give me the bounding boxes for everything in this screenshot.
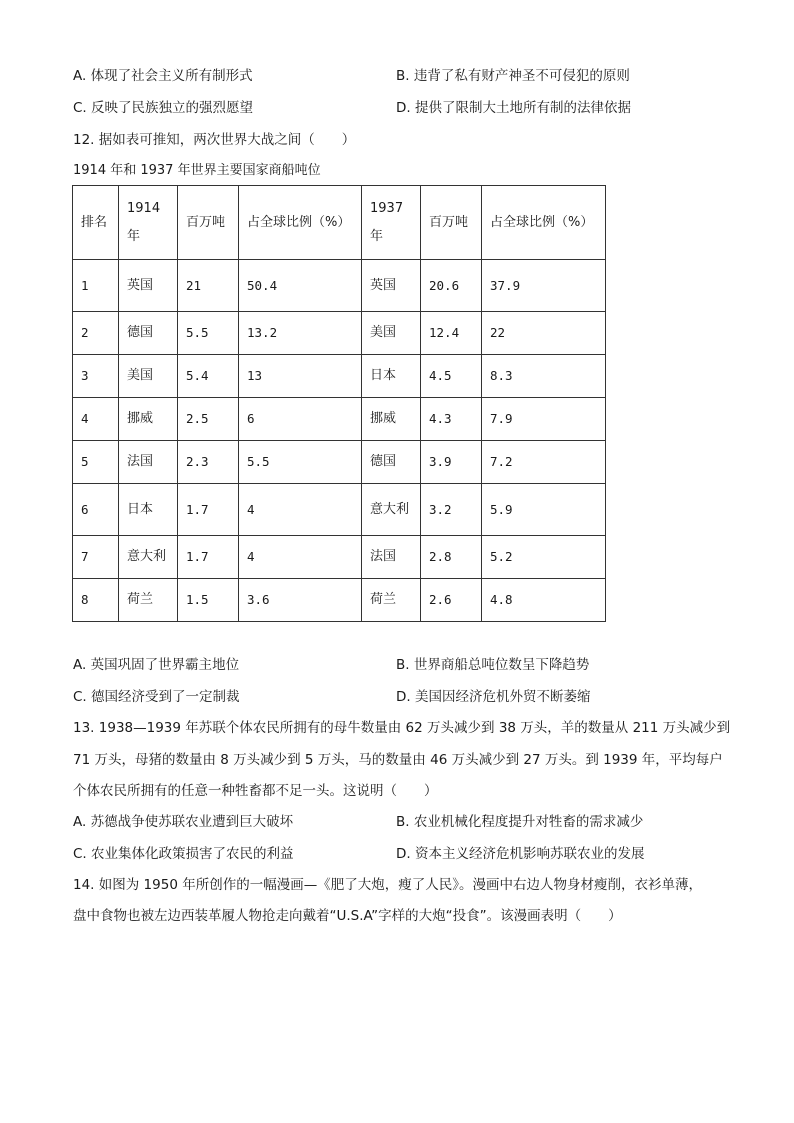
cell-tonnage-1914-value: 1.7	[186, 501, 209, 517]
cell-tonnage-1937: 3.2	[421, 484, 482, 536]
q11-option-a: A. 体现了社会主义所有制形式	[73, 68, 253, 84]
cell-tonnage-1937: 12.4	[421, 312, 482, 355]
cell-tonnage-1914: 21	[178, 260, 239, 312]
table-row	[73, 355, 606, 398]
cell-country-1914: 美国	[119, 355, 178, 398]
cell-rank: 6	[73, 484, 119, 536]
table-header-row	[73, 186, 606, 260]
q13-stem-line-1: 13. 1938—1939 年苏联个体农民所拥有的母牛数量由 62 万头减少到 38 万头，羊的数量从 211 万头减少到	[73, 720, 731, 736]
cell-share-1937: 37.9	[482, 260, 606, 312]
cell-share-1937: 7.2	[482, 441, 606, 484]
cell-tonnage-1937: 4.5	[421, 355, 482, 398]
q13-stem-line-2: 71 万头，母猪的数量由 8 万头减少到 5 万头，马的数量由 46 万头减少到 27 万头。到 1939 年，平均每户	[73, 752, 723, 768]
cell-share-1914-value: 50.4	[247, 277, 278, 293]
q13-option-a: A. 苏德战争使苏联农业遭到巨大破坏	[73, 814, 294, 830]
cell-share-1937: 5.2	[482, 536, 606, 579]
cell-tonnage-1914: 2.5	[178, 398, 239, 441]
header-tonnage-1914: 百万吨	[178, 186, 239, 260]
cell-rank: 4	[73, 398, 119, 441]
cell-country-1914: 日本	[119, 484, 178, 536]
table-row	[73, 312, 606, 355]
cell-share-1914: 3.6	[239, 579, 362, 622]
cell-share-1914: 4	[239, 484, 362, 536]
table-row	[73, 260, 606, 312]
cell-tonnage-1914: 2.3	[178, 441, 239, 484]
header-tonnage-1937: 百万吨	[421, 186, 482, 260]
cell-share-1914: 13.2	[239, 312, 362, 355]
q11-option-c: C. 反映了民族独立的强烈愿望	[73, 100, 254, 116]
cell-country-1937: 意大利	[362, 484, 421, 536]
cell-share-1937: 4.8	[482, 579, 606, 622]
cell-rank: 2	[73, 312, 119, 355]
header-share-1937: 占全球比例（%）	[482, 186, 606, 260]
cell-tonnage-1914: 5.4	[178, 355, 239, 398]
table-row	[73, 441, 606, 484]
cell-share-1914: 13	[239, 355, 362, 398]
cell-tonnage-1914: 1.5	[178, 579, 239, 622]
cell-tonnage-1937: 2.8	[421, 536, 482, 579]
cell-country-1914: 挪威	[119, 398, 178, 441]
cell-country-1937: 挪威	[362, 398, 421, 441]
cell-share-1937: 5.9	[482, 484, 606, 536]
cell-tonnage-1914: 5.5	[178, 312, 239, 355]
table-row	[73, 536, 606, 579]
cell-tonnage-1914	[178, 484, 239, 536]
header-year-1937	[362, 186, 421, 260]
table-row	[73, 484, 606, 536]
q12-option-a: A. 英国巩固了世界霸主地位	[73, 657, 240, 673]
cell-share-1914: 5.5	[239, 441, 362, 484]
cell-share-1914: 4	[239, 536, 362, 579]
cell-country-1914: 法国	[119, 441, 178, 484]
q12-stem: 12. 据如表可推知，两次世界大战之间（ ）	[73, 132, 356, 148]
table-caption: 1914 年和 1937 年世界主要国家商船吨位	[73, 163, 321, 178]
q12-option-c: C. 德国经济受到了一定制裁	[73, 689, 240, 705]
cell-country-1937: 美国	[362, 312, 421, 355]
q11-option-b: B. 违背了私有财产神圣不可侵犯的原则	[396, 68, 630, 84]
header-year-1914-number: 1914	[127, 200, 161, 216]
cell-tonnage-1937: 2.6	[421, 579, 482, 622]
q11-option-d: D. 提供了限制大土地所有制的法律依据	[396, 100, 631, 116]
header-share-1914: 占全球比例（%）	[239, 186, 362, 260]
header-year-1914-suffix: 年	[127, 228, 141, 244]
cell-share-1937: 7.9	[482, 398, 606, 441]
cell-country-1914: 德国	[119, 312, 178, 355]
cell-share-1914	[239, 260, 362, 312]
cell-share-1937: 8.3	[482, 355, 606, 398]
table-row	[73, 398, 606, 441]
cell-country-1937: 德国	[362, 441, 421, 484]
cell-rank: 8	[73, 579, 119, 622]
q14-stem-line-2: 盘中食物也被左边西装革履人物抢走向戴着“U.S.A”字样的大炮“投食”。该漫画表明（ ）	[73, 908, 622, 924]
cell-rank: 1	[73, 260, 119, 312]
cell-rank: 3	[73, 355, 119, 398]
q12-option-b: B. 世界商船总吨位数呈下降趋势	[396, 657, 590, 673]
cell-tonnage-1914: 1.7	[178, 536, 239, 579]
q13-option-c: C. 农业集体化政策损害了农民的利益	[73, 846, 294, 862]
q12-option-d: D. 美国因经济危机外贸不断萎缩	[396, 689, 591, 705]
cell-share-1914: 6	[239, 398, 362, 441]
cell-country-1937: 英国	[362, 260, 421, 312]
q13-option-d: D. 资本主义经济危机影响苏联农业的发展	[396, 846, 645, 862]
cell-country-1937: 法国	[362, 536, 421, 579]
merchant-tonnage-table	[72, 185, 606, 622]
table-row	[73, 579, 606, 622]
header-rank: 排名	[73, 186, 119, 260]
cell-tonnage-1937: 4.3	[421, 398, 482, 441]
cell-rank: 5	[73, 441, 119, 484]
header-year-1937-number: 1937	[370, 200, 404, 216]
header-year-1914	[119, 186, 178, 260]
cell-share-1937: 22	[482, 312, 606, 355]
cell-country-1937: 荷兰	[362, 579, 421, 622]
cell-tonnage-1937: 20.6	[421, 260, 482, 312]
cell-country-1914: 荷兰	[119, 579, 178, 622]
cell-country-1937: 日本	[362, 355, 421, 398]
cell-country-1914: 英国	[119, 260, 178, 312]
header-year-1937-suffix: 年	[370, 228, 384, 244]
cell-country-1914: 意大利	[119, 536, 178, 579]
cell-tonnage-1937: 3.9	[421, 441, 482, 484]
q14-stem-line-1: 14. 如图为 1950 年所创作的一幅漫画—《肥了大炮，瘦了人民》。漫画中右边人物身材瘦削，衣衫单薄，	[73, 877, 702, 893]
q13-option-b: B. 农业机械化程度提升对牲畜的需求减少	[396, 814, 644, 830]
q13-stem-line-3: 个体农民所拥有的任意一种牲畜都不足一头。这说明（ ）	[73, 783, 438, 799]
cell-rank: 7	[73, 536, 119, 579]
